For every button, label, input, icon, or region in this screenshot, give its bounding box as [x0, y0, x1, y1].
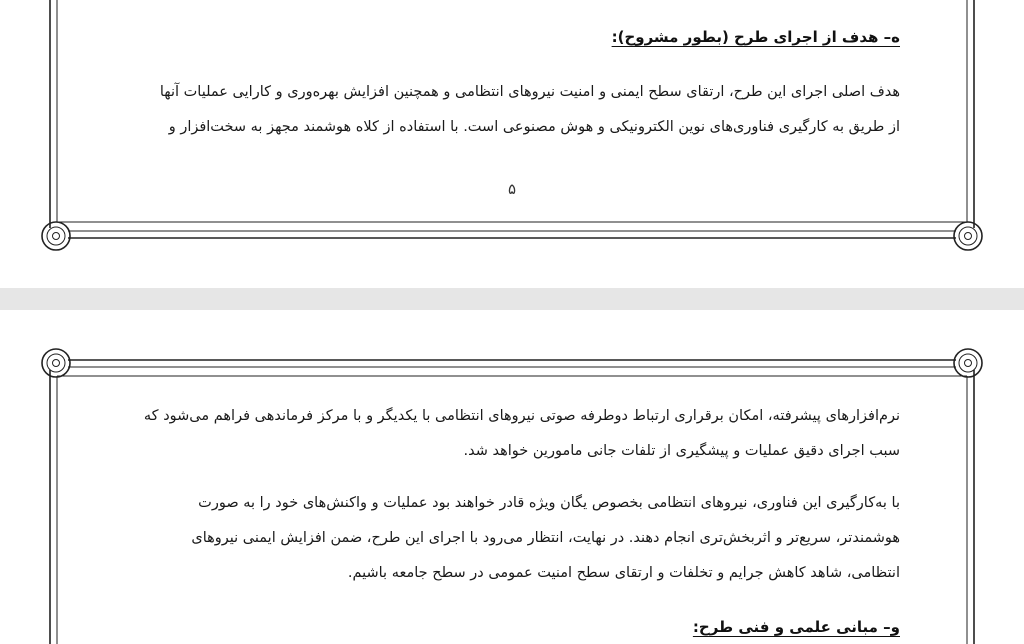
- page-number: ۵: [507, 180, 517, 198]
- paragraph-line: سبب اجرای دقیق عملیات و پیشگیری از تلفات جانی مامورین خواهد شد.: [463, 443, 900, 459]
- paragraph-line: از طریق به کارگیری فناوری‌های نوین الکترونیکی و هوش مصنوعی است. با استفاده از کلاه هوشمند مجهز به سخت‌افزار و: [168, 119, 900, 135]
- paragraph-line: نرم‌افزارهای پیشرفته، امکان برقراری ارتباط دوطرفه صوتی نیروهای انتظامی با یکدیگر و با مرکز فرماندهی فراهم می‌شود که: [143, 408, 900, 424]
- paragraph-line: انتظامی، شاهد کاهش جرایم و تخلفات و ارتقای سطح امنیت عمومی در سطح جامعه باشیم.: [347, 565, 900, 581]
- paragraph-line: با به‌کارگیری این فناوری، نیروهای انتظامی بخصوص یگان ویژه قادر خواهند بود عملیات و واکنش‌های خود را به صورت: [198, 495, 900, 511]
- paragraph-line: هدف اصلی اجرای این طرح، ارتقای سطح ایمنی و امنیت نیروهای انتظامی و همچنین افزایش بهره‌وری و کارایی عملیات آنها: [159, 84, 900, 100]
- document-page-6: [0, 310, 1024, 644]
- page-border-frame: [0, 310, 1024, 644]
- paragraph-line: هوشمندتر، سریع‌تر و اثربخش‌تری انجام دهند. در نهایت، انتظار می‌رود با اجرای این طرح، ضمن افزایش ایمنی نیروهای: [191, 530, 900, 546]
- section-heading-goal: ه– هدف از اجرای طرح (بطور مشروح):: [611, 28, 900, 46]
- section-heading-scientific-basis: و– مبانی علمی و فنی طرح:: [692, 618, 900, 636]
- document-page-5: [0, 0, 1024, 288]
